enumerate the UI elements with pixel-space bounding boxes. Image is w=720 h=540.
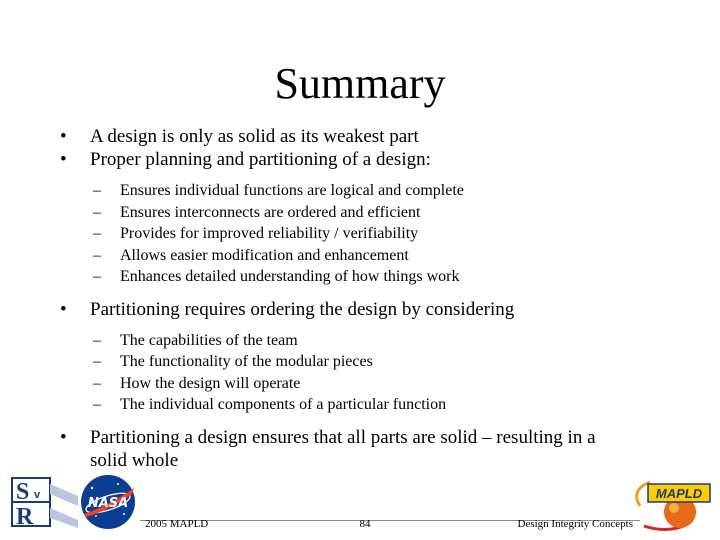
sub-marker: – [93,182,101,199]
svg-text:R: R [16,504,34,530]
sub-bullet-text: Ensures individual functions are logical and complete [120,182,464,199]
sub-bullet-text: Allows easier modification and enhancement [120,246,409,264]
bullet-2 [60,148,700,171]
sr-logo [8,474,80,530]
sub-marker: – [93,353,101,370]
bullet-marker: • [60,126,67,147]
sub-marker: – [93,225,101,242]
sub-bullet [60,180,700,202]
sub-bullet-text: The individual components of a particular function [120,396,447,413]
mapld-logo [628,476,714,534]
sub-bullet [60,373,700,395]
bullet-text: A design is only as solid as its weakest part [90,126,419,147]
sub-marker: – [93,374,101,392]
sub-bullet [60,351,700,373]
sub-bullet-text: Provides for improved reliability / verifiability [120,225,419,242]
bullet-marker: • [60,298,67,320]
sub-marker: – [93,246,101,264]
sub-bullet-text: Enhances detailed understanding of how things work [120,268,460,285]
nasa-logo [78,472,138,532]
svg-text:NASA: NASA [87,496,129,511]
sub-bullet-text: Ensures interconnects are ordered and efficient [120,203,421,221]
bullet-1 [60,125,700,148]
sub-bullet [60,245,700,267]
bullet-4 [60,426,700,472]
sub-bullet-text: The capabilities of the team [120,331,298,349]
bullet-3 [60,298,700,321]
sub-bullet [60,223,700,245]
sub-marker: – [93,268,101,285]
sub-bullet-text: How the design will operate [120,374,301,392]
slide-title: Summary [274,59,446,108]
sub-bullet [60,266,700,288]
footer-right: Design Integrity Concepts [517,518,633,530]
sub-bullet [60,394,700,416]
bullet-text-line-2: solid whole [90,449,179,471]
sub-marker: – [93,396,101,413]
page-number: 84 [359,518,371,530]
svg-text:v: v [34,489,41,501]
sub-marker: – [93,203,101,221]
bullet-marker: • [60,426,67,448]
sub-marker: – [93,331,101,349]
bullet-text: Proper planning and partitioning of a design: [90,149,431,170]
sub-bullet [60,202,700,224]
sub-bullet [60,330,700,352]
bullet-text-line-1: Partitioning a design ensures that all parts are solid – resulting in a [90,426,596,448]
footer-left: 2005 MAPLD [145,518,209,530]
bullet-marker: • [60,149,67,170]
svg-text:S: S [16,479,30,505]
sub-bullet-text: The functionality of the modular pieces [120,353,373,370]
svg-text:MAPLD: MAPLD [655,486,703,501]
bullet-text: Partitioning requires ordering the design by considering [90,298,515,320]
slide-body [60,125,700,472]
